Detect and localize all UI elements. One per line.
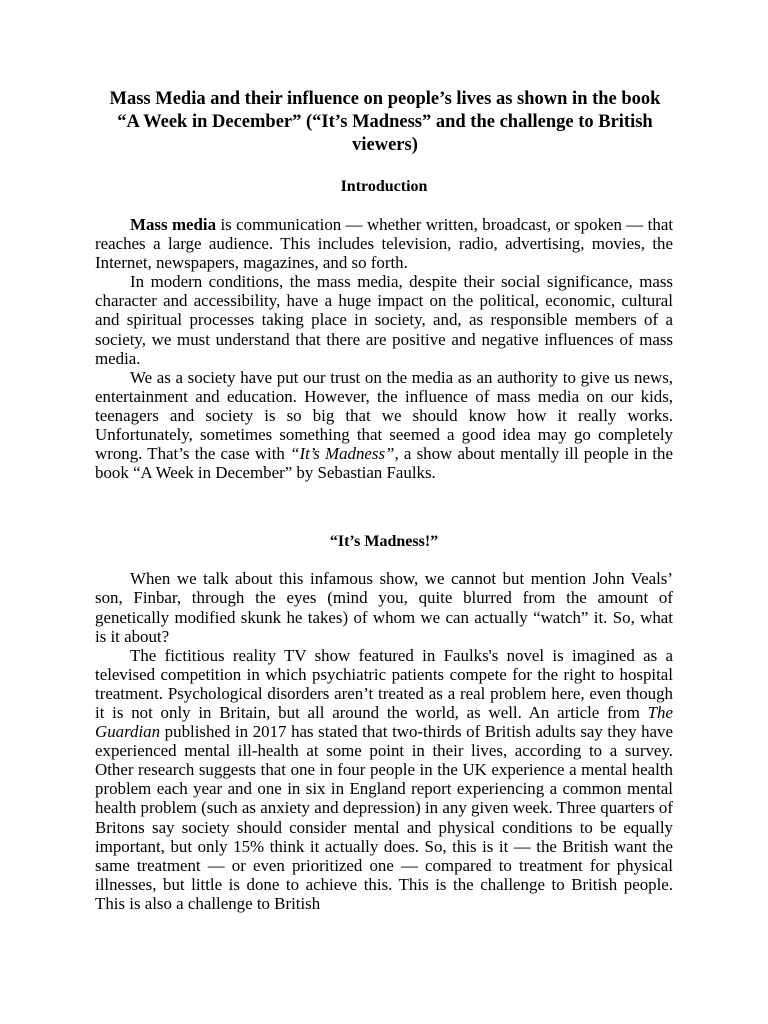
paragraph-text: published in 2017 has stated that two-thirds of British adults say they have experienced mental ill-health at some point in their lives, according to a survey. Other research suggests that one in four people in the UK experience a mental health problem each year and one in six in England report experiencing a common mental health problem (such as anxiety and depression) in any given week. Three quarters of Britons say society should consider mental and physical conditions to be equally important, but only 15% think it actually does. So, this is it — the British want the same treatment — or even prioritized one — compared to treatment for physical illnesses, but little is done to achieve this. This is the challenge to British people. This is also a challenge to British: [95, 722, 673, 913]
paragraph: [95, 646, 673, 913]
paragraph-text: is communication — whether written, broadcast, or spoken — that reaches a large audience. This includes television, radio, advertising, movies, the Internet, newspapers, magazines, and so forth.: [95, 215, 674, 273]
paragraph: [95, 368, 673, 483]
paragraph: [95, 215, 673, 272]
paragraph-text: We as a society have put our trust on the media as an authority to give us news, entertainment and education. However, the influence of mass media on our kids, teenagers and society is so big that we should know how it really works. Unfortunately, sometimes something that seemed a good idea may go completely wrong. That’s the case with: [95, 367, 673, 464]
paragraph-text: a show about mentally ill people in the book “A Week in December” by Sebastian Faulks.: [95, 444, 673, 483]
section-heading-its-madness: “It’s Madness!”: [329, 533, 439, 551]
bold-term: Mass media: [130, 215, 217, 234]
italic-title: “It’s Madness”,: [290, 444, 399, 464]
italic-title: The Guardian: [95, 702, 673, 742]
section-heading-introduction: Introduction: [340, 178, 428, 195]
introduction-section: [95, 215, 673, 482]
paragraph: In modern conditions, the mass media, despite their social significance, mass character and accessibility, have a huge impact on the political, economic, cultural and spiritual processes taking place in society, and, as responsible members of a society, we must understand that there are positive and negative influences of mass media.: [95, 272, 673, 368]
paragraph-text: The fictitious reality TV show featured in Faulks's novel is imagined as a televised competition in which psychiatric patients compete for the right to hospital treatment. Psychological disorders aren’t treated as a real problem here, even though it is not only in Britain, but all around the world, as well. An article from: [95, 645, 673, 722]
document-title: Mass Media and their influence on people’s lives as shown in the book “A Week in December” (“It’s Madness” and the challenge to British viewers): [109, 89, 661, 155]
document-page: [95, 88, 673, 913]
paragraph: When we talk about this infamous show, we cannot but mention John Veals’ son, Finbar, through the eyes (mind you, quite blurred from the amount of genetically modified skunk he takes) of whom we can actually “watch” it. So, what is it about?: [95, 569, 673, 646]
its-madness-section: [95, 569, 673, 913]
